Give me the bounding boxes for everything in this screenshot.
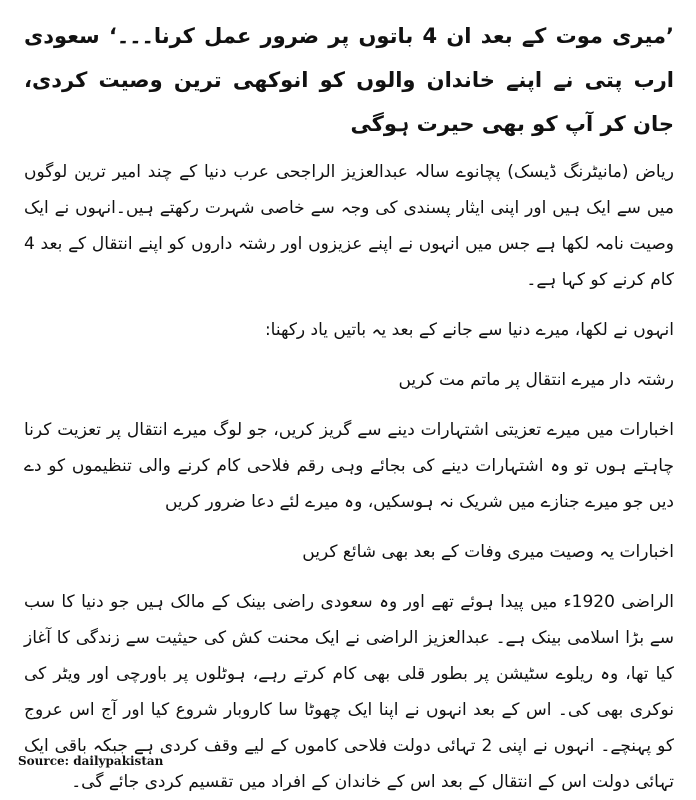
paragraph-intro: ریاض (مانیٹرنگ ڈیسک) پچانوے سالہ عبدالعزیز الراجحی عرب دنیا کے چند امیر ترین لوگوں میں سے ایک ہیں اور اپنی ایثار پسندی کی وجہ سے خاصی شہرت رکھتے ہیں۔انہوں نے ایک وصیت نامہ لکھا ہے جس میں انہوں نے اپنے عزیزوں اور رشتہ داروں کو اپنے انتقال کے بعد 4 کام کرنے کو کہا ہے۔ (24, 162, 674, 290)
paragraph-wrote: انہوں نے لکھا، میرے دنیا سے جانے کے بعد یہ باتیں یاد رکھنا: (264, 320, 674, 340)
paragraph-publish-will: اخبارات یہ وصیت میری وفات کے بعد بھی شائع کریں (302, 542, 674, 562)
paragraph-no-mourning: رشتہ دار میرے انتقال پر ماتم مت کریں (398, 370, 674, 390)
paragraph-no-ads: اخبارات میں میرے تعزیتی اشتہارات دینے سے گریز کریں، جو لوگ میرے انتقال پر تعزیت کرنا چاہتے ہوں تو وہ اشتہارات دینے کی بجائے وہی رقم فلاحی کام کرنے والی تنظیموں کو دے دیں جو میرے جنازے میں شریک نہ ہوسکیں، وہ میرے لئے دعا ضرور کریں (24, 420, 674, 512)
paragraph-biography: الراضی 1920ء میں پیدا ہوئے تھے اور وہ سعودی راضی بینک کے مالک ہیں جو دنیا کا سب سے بڑا اسلامی بینک ہے۔ عبدالعزیز الراضی نے ایک محنت کش کی حیثیت سے زندگی کا آغاز کیا تھا، وہ ریلوے سٹیشن پر بطور قلی بھی کام کرتے رہے، ہوٹلوں پر باورچی اور ویٹر کی نوکری بھی کی۔ اس کے بعد انہوں نے اپنا ایک چھوٹا سا کاروبار شروع کیا اور آج اس عروج کو پہنچے۔ انہوں نے اپنی 2 تہائی دولت فلاحی کاموں کے لیے وقف کردی ہے جبکہ باقی ایک تہائی دولت اس کے انتقال کے بعد اس کے خاندان کے افراد میں تقسیم کردی جائے گی۔ (24, 592, 674, 792)
source-credit: Source: dailypakistan (18, 754, 164, 768)
article-headline: ’میری موت کے بعد ان 4 باتوں پر ضرور عمل کرنا۔۔۔‘ سعودی ارب پتی نے اپنے خاندان والوں کو انوکھی ترین وصیت کردی، جان کر آپ کو بھی حیرت ہوگی (24, 24, 674, 136)
